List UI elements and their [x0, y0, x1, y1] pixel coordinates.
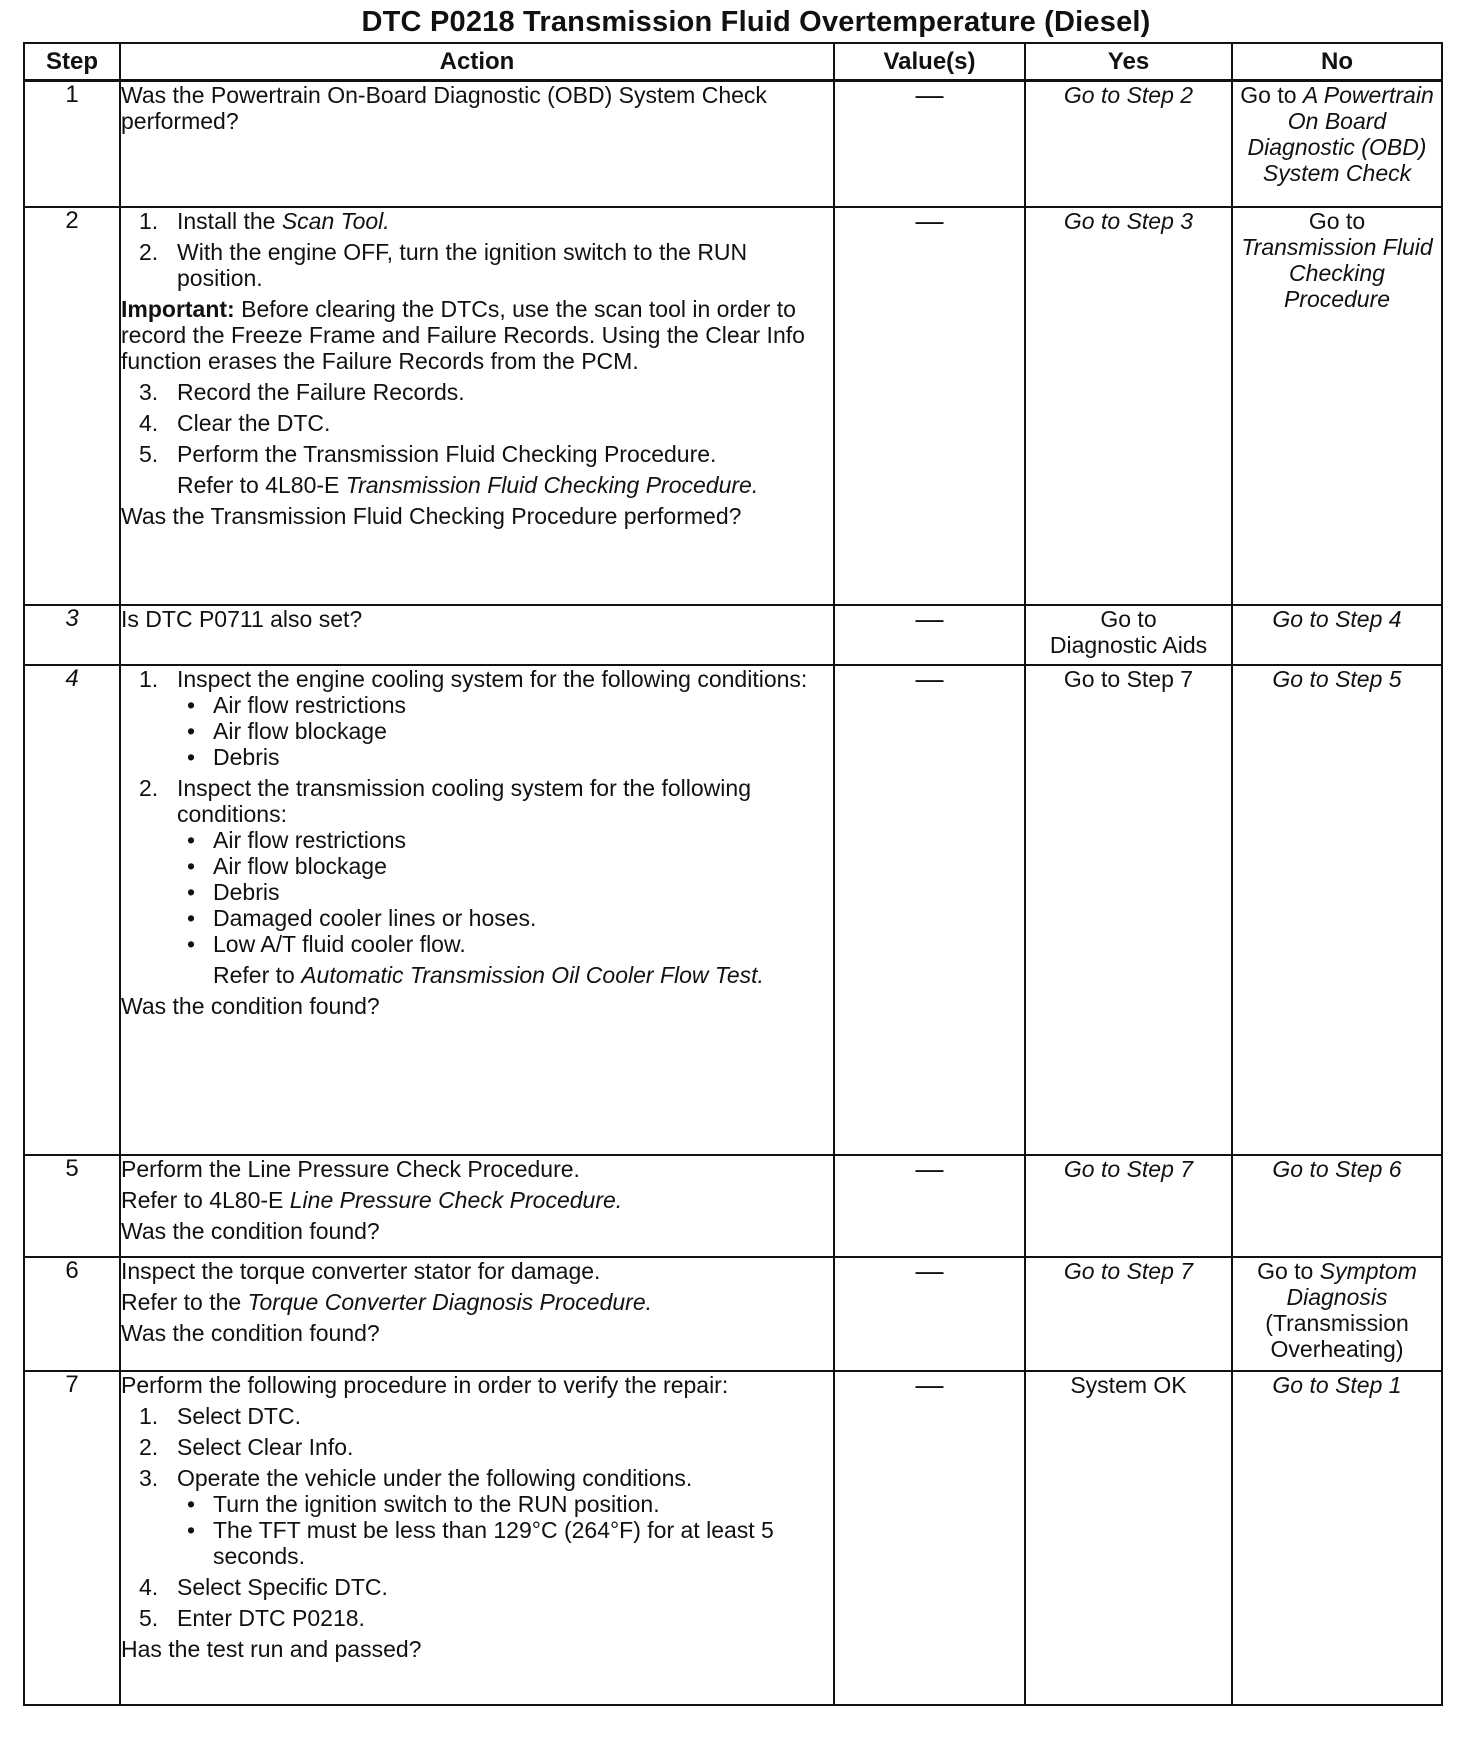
- yes-cell: Go to Step 3: [1025, 207, 1232, 605]
- list-number: 3.: [139, 1464, 159, 1491]
- bullet-item: [121, 879, 833, 905]
- step-number: 1: [24, 81, 120, 207]
- value-cell: —: [834, 1257, 1025, 1371]
- list-number: 1.: [139, 1402, 159, 1429]
- bullet-mark: •: [187, 691, 196, 718]
- action-question: Was the Powertrain On-Board Diagnostic (OBD) System Check performed?: [121, 82, 767, 134]
- list-number: 2.: [139, 774, 159, 801]
- action-text: Perform the following procedure in order to verify the repair:: [121, 1371, 729, 1398]
- header-step: Step: [24, 43, 120, 81]
- yes-cell: System OK: [1025, 1371, 1232, 1705]
- list-text: Inspect the engine cooling system for the following conditions:: [177, 665, 808, 692]
- action-text: Perform the Line Pressure Check Procedure.: [121, 1155, 580, 1182]
- no-cell: [1232, 1257, 1442, 1371]
- no-link-target: Symptom Diagnosis: [1286, 1257, 1417, 1310]
- no-cell: Go to Step 5: [1232, 665, 1442, 1155]
- action-question: Was the condition found?: [121, 1319, 380, 1346]
- diagnostic-table: [23, 42, 1443, 1706]
- value-cell: —: [834, 1371, 1025, 1705]
- bullet-text: The TFT must be less than 129°C (264°F) for at least 5 seconds.: [213, 1516, 774, 1569]
- list-number: 2.: [139, 238, 159, 265]
- step-number: 6: [24, 1257, 120, 1371]
- no-cell: Go to Step 1: [1232, 1371, 1442, 1705]
- action-question: Is DTC P0711 also set?: [121, 605, 363, 632]
- list-item: [121, 410, 833, 436]
- table-row-step-3: [24, 605, 1442, 665]
- list-number: 1.: [139, 665, 159, 692]
- action-cell: [120, 81, 834, 207]
- bullet-item: [121, 1491, 833, 1517]
- list-item: [121, 379, 833, 405]
- bullet-mark: •: [187, 826, 196, 853]
- list-item: [121, 1434, 833, 1460]
- list-number: 5.: [139, 440, 159, 467]
- step-number: 5: [24, 1155, 120, 1257]
- reference-prefix: Refer to 4L80-E: [177, 471, 346, 498]
- header-no: No: [1232, 43, 1442, 81]
- action-cell: [120, 1155, 834, 1257]
- table-row-step-7: [24, 1371, 1442, 1705]
- list-item: [121, 239, 833, 291]
- bullet-item: [121, 744, 833, 770]
- bullet-item: [121, 853, 833, 879]
- list-number: 4.: [139, 409, 159, 436]
- reference-prefix: Refer to: [213, 961, 302, 988]
- step-number: 3: [24, 605, 120, 665]
- header-action: Action: [120, 43, 834, 81]
- action-cell: [120, 605, 834, 665]
- step-number: 4: [24, 665, 120, 1155]
- reference-target: Line Pressure Check Procedure.: [289, 1186, 623, 1213]
- value-cell: —: [834, 81, 1025, 207]
- bullet-mark: •: [187, 904, 196, 931]
- bullet-text: Debris: [213, 743, 280, 770]
- yes-cell: Go to Step 7: [1025, 1257, 1232, 1371]
- bullet-item: [121, 827, 833, 853]
- no-link-prefix: Go to: [1308, 207, 1366, 234]
- reference-note: [121, 472, 833, 498]
- bullet-item: [121, 931, 833, 957]
- reference-note: [121, 962, 833, 988]
- no-link-note: (Transmission Overheating): [1265, 1309, 1409, 1362]
- bullet-item: [121, 905, 833, 931]
- value-cell: —: [834, 1155, 1025, 1257]
- list-text-emphasis: Scan Tool.: [281, 207, 390, 234]
- no-cell: [1232, 207, 1442, 605]
- action-question: Was the condition found?: [121, 992, 380, 1019]
- bullet-text: Air flow restrictions: [213, 826, 406, 853]
- yes-cell: Go to Step 7: [1025, 665, 1232, 1155]
- list-text: With the engine OFF, turn the ignition switch to the RUN position.: [177, 238, 748, 291]
- list-text: Enter DTC P0218.: [177, 1604, 365, 1631]
- list-number: 5.: [139, 1604, 159, 1631]
- no-cell: [1232, 81, 1442, 207]
- reference-note: [121, 1289, 833, 1315]
- bullet-item: [121, 1517, 833, 1569]
- bullet-mark: •: [187, 930, 196, 957]
- yes-cell: Go to Step 7: [1025, 1155, 1232, 1257]
- step-number: 7: [24, 1371, 120, 1705]
- bullet-text: Debris: [213, 878, 280, 905]
- no-link-target: A Powertrain On Board Diagnostic (OBD) System Check: [1247, 82, 1434, 186]
- reference-target: Automatic Transmission Oil Cooler Flow Test.: [301, 961, 764, 988]
- bullet-mark: •: [187, 852, 196, 879]
- list-text: Inspect the transmission cooling system for the following conditions:: [177, 774, 751, 827]
- value-cell: —: [834, 605, 1025, 665]
- action-cell: [120, 207, 834, 605]
- list-item: [121, 1403, 833, 1429]
- list-item: [121, 666, 833, 692]
- bullet-mark: •: [187, 1490, 196, 1517]
- list-text: Select Clear Info.: [177, 1433, 354, 1460]
- list-text: Operate the vehicle under the following conditions.: [177, 1464, 693, 1491]
- bullet-text: Air flow blockage: [213, 852, 387, 879]
- action-cell: [120, 1257, 834, 1371]
- no-cell: Go to Step 4: [1232, 605, 1442, 665]
- list-item: [121, 1574, 833, 1600]
- value-cell: —: [834, 665, 1025, 1155]
- action-question: Has the test run and passed?: [121, 1635, 422, 1662]
- no-link-prefix: Go to: [1240, 82, 1303, 108]
- action-cell: [120, 1371, 834, 1705]
- no-cell: Go to Step 6: [1232, 1155, 1442, 1257]
- bullet-mark: •: [187, 743, 196, 770]
- yes-link-target: Diagnostic Aids: [1049, 631, 1208, 658]
- list-text: Clear the DTC.: [177, 409, 331, 436]
- step-number: 2: [24, 207, 120, 605]
- list-text: Record the Failure Records.: [177, 378, 465, 405]
- list-item: [121, 1605, 833, 1631]
- list-text: Perform the Transmission Fluid Checking Procedure.: [177, 440, 717, 467]
- action-question: Was the condition found?: [121, 1217, 380, 1244]
- value-cell: —: [834, 207, 1025, 605]
- action-cell: [120, 665, 834, 1155]
- yes-link-prefix: Go to: [1100, 605, 1157, 632]
- action-text: Inspect the torque converter stator for damage.: [121, 1257, 601, 1284]
- list-item: [121, 208, 833, 234]
- bullet-text: Air flow restrictions: [213, 691, 406, 718]
- table-row-step-1: [24, 81, 1442, 207]
- important-label: Important:: [121, 295, 235, 322]
- list-number: 2.: [139, 1433, 159, 1460]
- list-number: 4.: [139, 1573, 159, 1600]
- important-text: Before clearing the DTCs, use the scan tool in order to record the Freeze Frame and Failure Records. Using the Clear Info function erases the Failure Records from the PCM.: [121, 295, 805, 374]
- table-row-step-5: [24, 1155, 1442, 1257]
- no-link-prefix: Go to: [1257, 1257, 1320, 1284]
- reference-prefix: Refer to 4L80-E: [121, 1186, 290, 1213]
- header-values: Value(s): [834, 43, 1025, 81]
- bullet-item: [121, 692, 833, 718]
- list-item: [121, 775, 833, 827]
- yes-cell: Go to Step 2: [1025, 81, 1232, 207]
- yes-cell: [1025, 605, 1232, 665]
- bullet-mark: •: [187, 1516, 196, 1543]
- bullet-text: Air flow blockage: [213, 717, 387, 744]
- action-question: Was the Transmission Fluid Checking Procedure performed?: [121, 502, 742, 529]
- reference-target: Torque Converter Diagnosis Procedure.: [247, 1288, 652, 1315]
- list-item: [121, 441, 833, 467]
- bullet-text: Turn the ignition switch to the RUN position.: [213, 1490, 660, 1517]
- table-row-step-4: [24, 665, 1442, 1155]
- bullet-item: [121, 718, 833, 744]
- no-link-target: Transmission Fluid Checking Procedure: [1241, 233, 1433, 312]
- bullet-text: Low A/T fluid cooler flow.: [213, 930, 466, 957]
- list-number: 1.: [139, 207, 159, 234]
- header-row: [24, 43, 1442, 81]
- reference-prefix: Refer to the: [121, 1288, 248, 1315]
- bullet-mark: •: [187, 717, 196, 744]
- page-title: DTC P0218 Transmission Fluid Overtemperature (Diesel): [361, 6, 1151, 38]
- list-text: Select DTC.: [177, 1402, 301, 1429]
- list-text: Install the: [177, 207, 282, 234]
- table-row-step-6: [24, 1257, 1442, 1371]
- important-note: [121, 296, 833, 374]
- table-row-step-2: [24, 207, 1442, 605]
- bullet-mark: •: [187, 878, 196, 905]
- reference-note: [121, 1187, 833, 1213]
- reference-target: Transmission Fluid Checking Procedure.: [345, 471, 759, 498]
- list-number: 3.: [139, 378, 159, 405]
- list-item: [121, 1465, 833, 1491]
- bullet-text: Damaged cooler lines or hoses.: [213, 904, 537, 931]
- header-yes: Yes: [1025, 43, 1232, 81]
- list-text: Select Specific DTC.: [177, 1573, 388, 1600]
